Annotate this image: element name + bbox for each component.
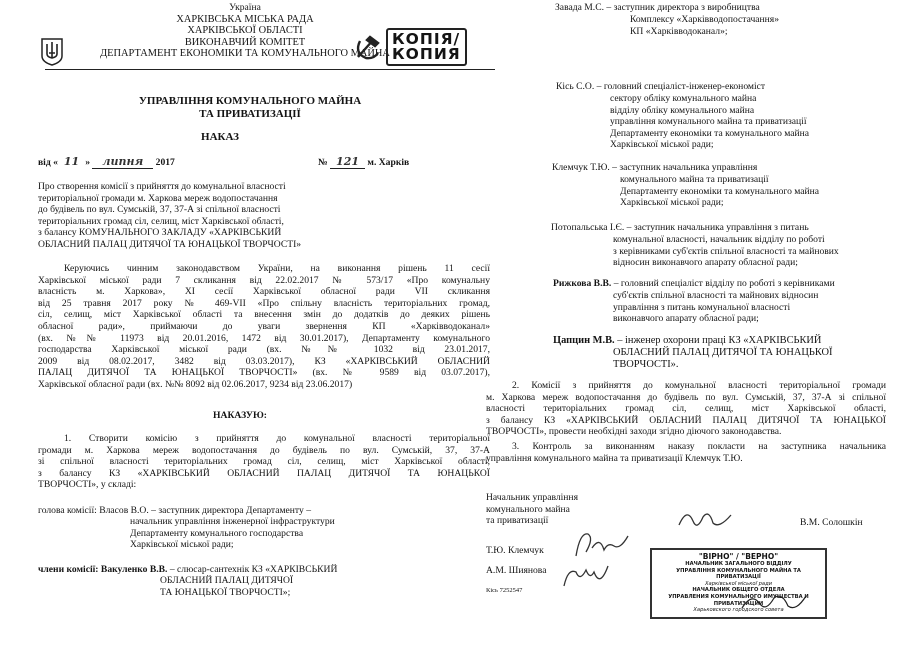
preamble-line: 2009 від 08.02.2017, 3482 від 03.03.2017), КЗ «ХАРКІВСЬКИЙ ОБЛАСНИЙ [38,355,490,367]
item2-line: власності територіальних громад сіл, селищ, міст Харківської області, [486,403,886,415]
members-label: члени комісії: [38,564,99,575]
preamble-line: (вх. №№ 11973 від 20.01.2016, 1472 від 30.01.2017), Департаменту комунального [38,332,490,344]
member-role-line: виконавчого апарату обласної ради; [613,313,759,325]
member-role-line: управління комунального майна та приватизації [610,116,807,128]
item-1 [38,433,490,491]
head-signature-icon [675,505,735,535]
number-prefix: № [318,157,328,168]
date-prefix: від « [38,157,58,168]
preamble-line: від 25 травня 2017 року № 469-VII «Про спільну власність територіальних громад, [38,297,490,309]
chair-role-line: Харківської міської ради; [130,539,234,551]
preamble-line: Керуючись чинним законодавством України, на виконання рішень 11 сесії [64,263,490,274]
chair-label: голова комісії: [38,505,97,516]
member-role [160,575,293,598]
item1-line: 1. Створити комісію з прийняття до комунальної власності територіальної [64,433,490,444]
signoff-title-line: комунального майна [486,503,570,515]
copy-stamp-line2: КОПИЯ [392,45,461,63]
preamble-line: Харківської міської ради 7 скликання від 22.02.2017 № 573/17 «Про комунальну [38,274,490,286]
signer-name: В.М. Солошкін [800,517,863,528]
member-name: Кісь С.О. [556,81,595,92]
member-name: Рижкова В.В. [553,278,612,289]
chair-role-line: начальник управління інженерної інфраструктури [130,516,335,527]
member-role [613,290,818,325]
preamble-line: сіл, селищ, міст Харківської області та внесення змін до додатків до деяких рішень [38,309,490,321]
member-name: Вакуленко В.В. [100,564,168,575]
verified-stamp-line: НАЧАЛЬНИК ОБЩЕГО ОТДЕЛА [692,587,785,594]
copy-stamp [352,28,467,66]
signoff-title-line: Начальник управління [486,492,578,503]
signoff-title-line: та приватизації [486,515,549,527]
member-role-line: – інженер охорони праці КЗ «ХАРКІВСЬКИЙ [617,335,822,346]
chair-role-line: – заступник директора Департаменту – [151,505,311,516]
order-type: НАКАЗ [201,131,239,143]
member-role [613,234,839,269]
member-role-line: – заступник директора з виробництва [606,2,760,13]
commission-member [38,564,337,576]
verified-stamp-line: Харьковского городского совета [693,607,784,614]
subject-line: Про створення комісії з прийняття до комунальної власності [38,181,286,192]
member-name: Потопальська І.Є. [551,222,625,233]
member-role-line: ТВОРЧОСТІ». [613,358,679,370]
item2-line: з балансу КЗ «ХАРКІВСЬКИЙ ОБЛАСНИЙ ПАЛАЦ ДИТЯЧОЇ ТА ЮНАЦЬКОЇ [486,414,886,426]
approver2-signature-icon [560,560,610,594]
item1-line: з балансу КЗ «ХАРКІВСЬКИЙ ОБЛАСНИЙ ПАЛАЦ ДИТЯЧОЇ ТА ЮНАЦЬКОЇ [38,467,490,479]
preamble-line: господарства Харківської міської ради (вх. №№ 1032 від 23.01.2017, [38,344,490,356]
header-department: ДЕПАРТАМЕНТ ЕКОНОМІКИ ТА КОМУНАЛЬНОГО МАЙНА [100,48,390,60]
header-divider [45,69,495,70]
member-role-line: відділу обліку комунального майна [610,104,755,116]
item2-line: ТВОРЧОСТІ», провести необхідні заходи згідно діючого законодавства. [486,426,782,438]
member-role-line: комунального майна та приватизації [620,174,769,185]
copy-stamp-line1: КОПІЯ/ [392,30,461,48]
header-committee: ВИКОНАВЧИЙ КОМІТЕТ [184,36,306,48]
chair-role [130,516,335,551]
member-role-line: – слюсар-сантехнік КЗ «ХАРКІВСЬКИЙ [169,564,338,575]
verified-stamp-line: НАЧАЛЬНИК ЗАГАЛЬНОГО ВІДДІЛУ [685,561,792,567]
order-word: НАКАЗУЮ: [213,410,267,421]
approver1-signature-icon [570,528,630,562]
subject-line: з балансу КОМУНАЛЬНОГО ЗАКЛАДУ «ХАРКІВСЬКИЙ [38,227,282,239]
item1-line: ТВОРЧОСТІ», у складі: [38,479,137,491]
verified-stamp-line: Харківської міської ради [704,580,773,587]
order-city: м. Харків [367,157,410,168]
order-number [318,156,409,169]
chair-role-line: Департаменту комунального господарства [130,527,304,539]
hammer-sickle-icon [352,31,382,63]
date-mid: » [85,157,91,168]
item3-line: 3. Контроль за виконанням наказу покласти на заступника начальника [512,441,886,452]
date-day: 11 [63,155,80,168]
member-name: Завада М.С. [555,2,604,13]
member-role-line: ОБЛАСНИЙ ПАЛАЦ ДИТЯЧОЇ ТА ЮНАЦЬКОЇ [613,347,833,358]
header-council: ХАРКІВСЬКА МІСЬКА РАДА [176,13,314,25]
member-role-line: Департаменту економіки та комунального майна [610,127,810,139]
verified-stamp-line: УПРАВЛЕНИЯ КОМУНАЛЬНОГО ИМУЩЕСТВА И ПРИВАТИЗАЦИИ [668,593,809,607]
subject-line: територіальної громади м. Харкова мереж водопостачання [38,192,278,204]
commission-member [551,222,809,234]
member-role-line: ТА ЮНАЦЬКОЇ ТВОРЧОСТІ»; [160,586,291,598]
preamble [38,263,490,391]
member-role [613,347,832,370]
approver-2: А.М. Шиянова [486,565,547,576]
member-role-line: – заступник начальника управління з питань [626,222,809,233]
commission-member [556,81,765,93]
member-name: Клемчук Т.Ю. [552,162,610,173]
item-3 [486,441,886,464]
member-role [610,93,809,151]
member-role-line: Комплексу «Харківводопостачання» [630,14,780,25]
order-subject [38,181,348,251]
subject-line: територіальних громад сіл, селищ, міст Харківської області, [38,215,284,227]
item2-line: 2. Комісії з прийняття до комунальної власності територіальної громади [512,380,886,391]
stamp-signature-icon [738,590,808,614]
commission-member [552,162,757,174]
member-role-line: ОБЛАСНИЙ ПАЛАЦ ДИТЯЧОЇ [160,575,294,586]
item-2 [486,380,886,438]
verified-stamp-title: "ВІРНО" / "ВЕРНО" [698,552,779,561]
member-role-line: КП «Харківводоканал»; [630,25,728,37]
subject-line: до будівель по вул. Сумській, 37, 37-А зі спільної власності [38,204,281,216]
item1-line: зі спільної власності територіальних громад сіл, селищ, міст Харківської області, [38,456,490,468]
member-role-line: сектору обліку комунального майна [610,93,757,104]
commission-chair [38,505,311,517]
order-date [38,156,175,169]
signoff-title [486,492,578,527]
member-name: Цапцин М.В. [553,335,615,346]
approver-1: Т.Ю. Клемчук [486,545,544,556]
chair-name: Власов В.О. [99,505,149,516]
member-role-line: – головний спеціаліст відділу по роботі з керівниками [613,278,835,289]
member-role-line: Харківської міської ради; [620,197,724,209]
executor: Кісь 7252547 [486,587,523,594]
preamble-line: обласної ради», приймаючи до уваги звернення КП «Харківводоканал» [38,320,490,332]
subject-line: ОБЛАСНИЙ ПАЛАЦ ДИТЯЧОЇ ТА ЮНАЦЬКОЇ ТВОРЧОСТІ» [38,238,302,250]
member-role-line: з керівниками суб'єктів спільної власності та майнових [613,245,839,257]
member-role-line: управління з питань комунальної власності [613,301,791,313]
member-role-line: Департаменту економіки та комунального майна [620,185,820,197]
member-role-line: відносин виконавчого апарату обласної ради; [613,257,798,269]
preamble-line: власність м. Харкова», XI сесії Харківської обласної ради VII скликання [38,286,490,298]
item1-line: громади м. Харкова мереж водопостачання до будівель по вул. Сумській, 37, 37-А [38,444,490,456]
header-oblast: ХАРКІВСЬКОЇ ОБЛАСТІ [187,25,303,37]
member-role-line: комунальної власності, начальник відділу по роботі [613,234,825,245]
directorate-line1: УПРАВЛІННЯ КОМУНАЛЬНОГО МАЙНА [138,95,362,107]
member-role-line: – головний спеціаліст-інженер-економіст [596,81,766,92]
member-role [620,174,819,209]
date-year: 2017 [155,157,175,168]
preamble-line: Харківської обласної ради (вх. №№ 8092 від 02.06.2017, 9234 від 23.06.2017) [38,378,353,390]
preamble-line: ПАЛАЦ ДИТЯЧОЇ ТА ЮНАЦЬКОЇ ТВОРЧОСТІ» (вх. № 9589 від 03.07.2017), [38,367,490,379]
verified-stamp-line: УПРАВЛІННЯ КОМУНАЛЬНОГО МАЙНА ТА ПРИВАТИЗАЦІЇ [676,567,801,581]
date-month: липня [92,155,153,169]
member-role [630,14,779,37]
item3-line: управління комунального майна та приватизації Клемчук Т.Ю. [486,452,743,464]
item2-line: м. Харкова мереж водопостачання до будівель по вул. Сумській, 37, 37-А зі спільної [486,391,886,403]
commission-member [553,335,821,347]
member-role-line: – заступник начальника управління [612,162,758,173]
header-country: Україна [229,2,261,13]
member-role-line: суб'єктів спільної власності та майнових відносин [613,290,819,301]
commission-member [553,278,835,290]
directorate-line2: ТА ПРИВАТИЗАЦІЇ [199,108,301,120]
number-value: 121 [330,155,365,169]
commission-member [555,2,760,14]
member-role-line: Харківської міської ради; [610,139,714,151]
